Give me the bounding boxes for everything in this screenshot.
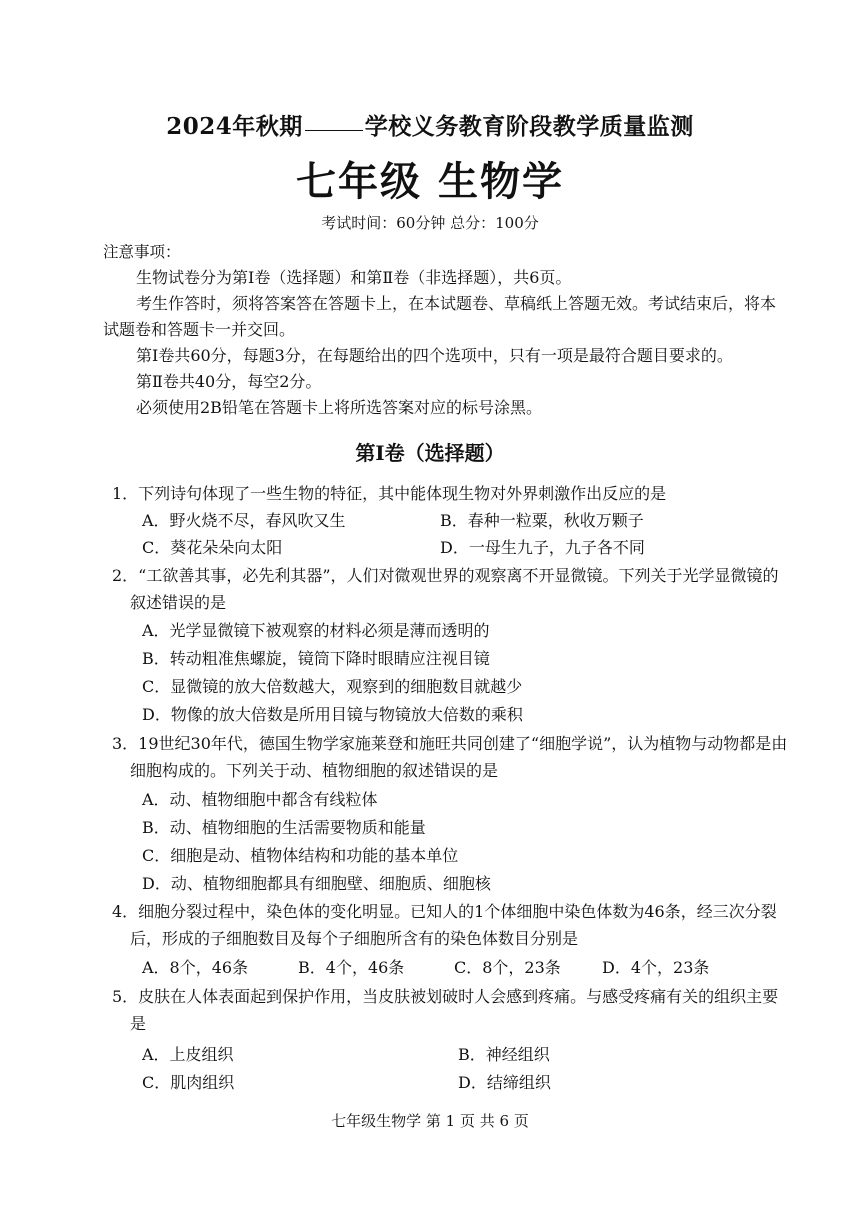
question-1-option-b: B．春种一粒粟，秋收万颗子 — [440, 511, 644, 530]
question-4-option-b: B．4个，46条 — [298, 958, 405, 977]
exam-name: 学校义务教育阶段教学质量监测 — [364, 113, 694, 140]
question-2-option-a: A．光学显微镜下被观察的材料必须是薄而透明的 — [142, 621, 490, 640]
question-2-option-d: D．物像的放大倍数是所用目镜与物镜放大倍数的乘积 — [142, 705, 523, 724]
question-4-option-c: C．8个，23条 — [454, 958, 561, 977]
section-title: 第Ⅰ卷（选择题） — [355, 441, 505, 465]
question-5-stem — [112, 983, 792, 1037]
exam-term: 2024年秋期 — [166, 113, 303, 140]
question-5-option-c: C．肌肉组织 — [142, 1073, 235, 1092]
question-3-stem-text: 3．19世纪30年代，德国生物学家施莱登和施旺共同创建了“细胞学说”，认为植物与动物都是由细胞构成的。下列关于动、植物细胞的叙述错误的是 — [112, 734, 788, 780]
notice-heading: 注意事项： — [103, 243, 181, 261]
question-2-option-c: C．显微镜的放大倍数越大，观察到的细胞数目就越少 — [142, 677, 523, 696]
question-1-stem: 1．下列诗句体现了一些生物的特征，其中能体现生物对外界刺激作出反应的是 — [112, 484, 667, 503]
question-4-stem-text: 4．细胞分裂过程中，染色体的变化明显。已知人的1个体细胞中染色体数为46条，经三次分裂后，形成的子细胞数目及每个子细胞所含有的染色体数目分别是 — [112, 902, 777, 948]
question-1-option-d: D．一母生九子，九子各不同 — [440, 538, 645, 557]
notice-item: 第Ⅰ卷共60分，每题3分，在每题给出的四个选项中，只有一项是最符合题目要求的。 — [136, 346, 733, 365]
school-name-blank — [305, 129, 363, 131]
question-2-stem-text: 2．“工欲善其事，必先利其器”，人们对微观世界的观察离不开显微镜。下列关于光学显微镜的叙述错误的是 — [112, 566, 779, 612]
question-1-option-a: A．野火烧不尽，春风吹又生 — [142, 511, 346, 530]
question-3-option-a: A．动、植物细胞中都含有线粒体 — [142, 790, 378, 809]
notice-item: 生物试卷分为第Ⅰ卷（选择题）和第Ⅱ卷（非选择题），共6页。 — [136, 268, 572, 287]
question-4-stem — [112, 898, 792, 952]
page-footer: 七年级生物学 第 1 页 共 6 页 — [331, 1112, 529, 1130]
question-3-stem — [112, 730, 792, 784]
question-5-option-a: A．上皮组织 — [142, 1045, 234, 1064]
question-3-option-d: D．动、植物细胞都具有细胞壁、细胞质、细胞核 — [142, 874, 491, 893]
exam-header-line — [0, 108, 860, 141]
notice-item: 考生作答时，须将答案答在答题卡上，在本试题卷、草稿纸上答题无效。考试结束后，将本试题卷和答题卡一并交回。 — [103, 294, 777, 339]
question-5-option-d: D．结缔组织 — [458, 1073, 551, 1092]
question-2-stem — [112, 562, 792, 616]
question-5-option-b: B．神经组织 — [458, 1045, 550, 1064]
question-4-option-a: A．8个，46条 — [142, 958, 249, 977]
page-title: 七年级 生物学 — [296, 158, 564, 205]
question-3-option-c: C．细胞是动、植物体结构和功能的基本单位 — [142, 846, 459, 865]
exam-info: 考试时间：60分钟 总分：100分 — [321, 214, 539, 232]
question-3-option-b: B．动、植物细胞的生活需要物质和能量 — [142, 818, 426, 837]
question-1-option-c: C．葵花朵朵向太阳 — [142, 538, 283, 557]
notice-item: 必须使用2B铅笔在答题卡上将所选答案对应的标号涂黑。 — [136, 398, 542, 417]
notice-item: 第Ⅱ卷共40分，每空2分。 — [136, 372, 322, 391]
question-4-option-d: D．4个，23条 — [602, 958, 710, 977]
question-2-option-b: B．转动粗准焦螺旋，镜筒下降时眼睛应注视目镜 — [142, 649, 490, 668]
question-5-stem-text: 5．皮肤在人体表面起到保护作用，当皮肤被划破时人会感到疼痛。与感受疼痛有关的组织主要是 — [112, 987, 779, 1033]
